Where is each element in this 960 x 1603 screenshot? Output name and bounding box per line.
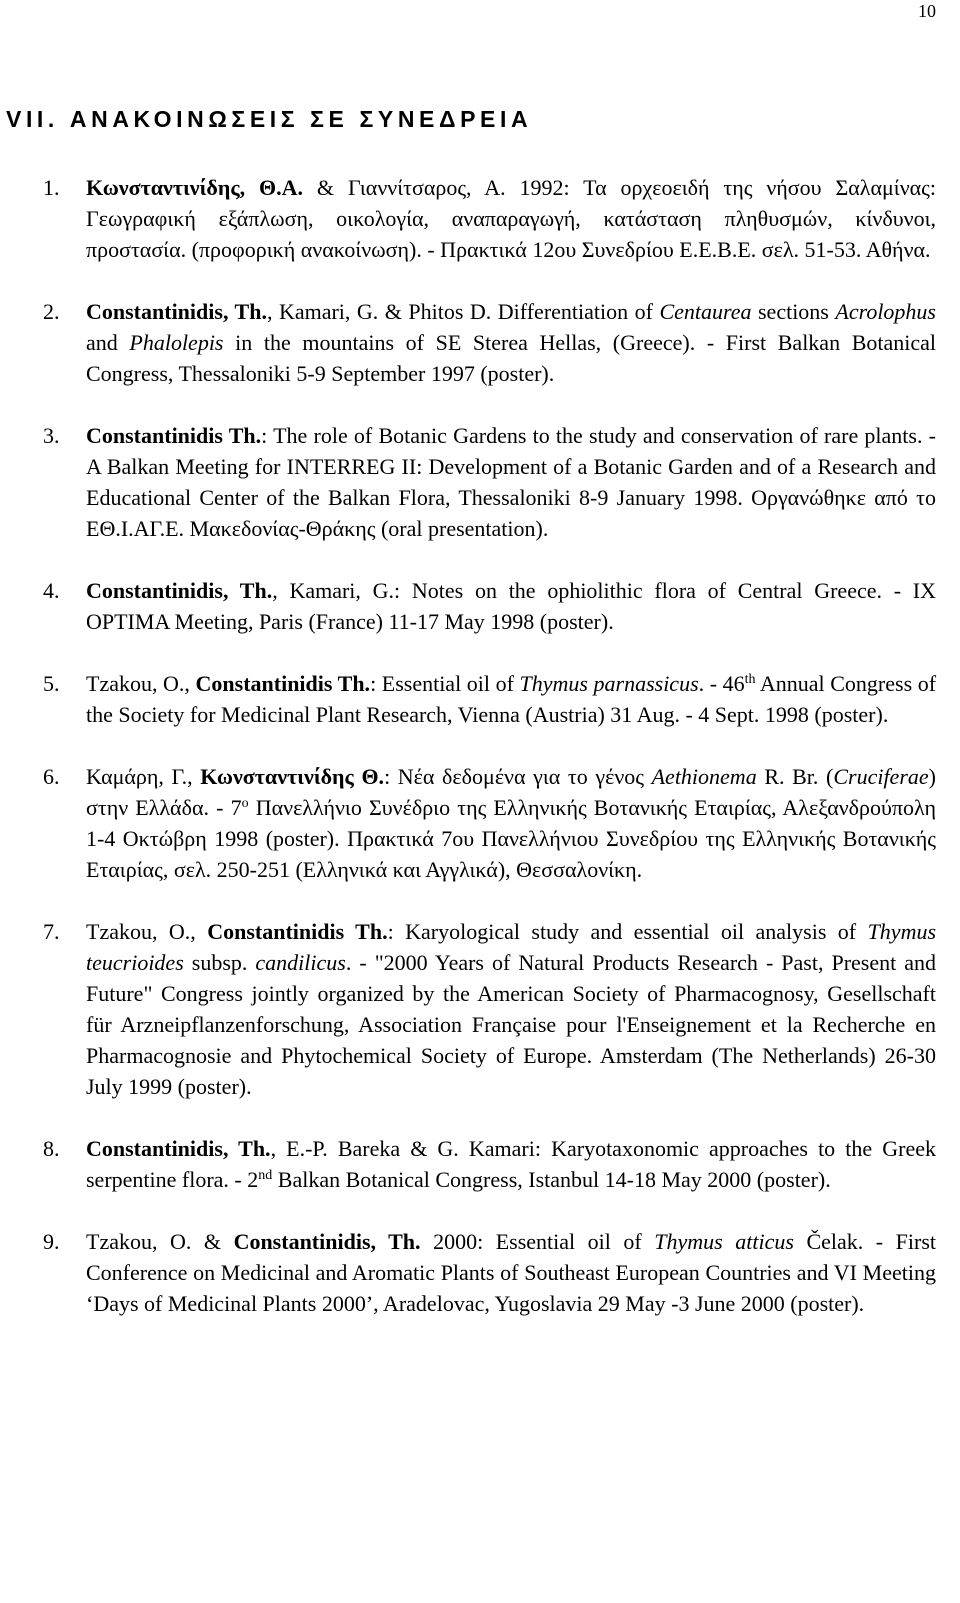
list-item <box>0 1226 960 1319</box>
text-run: Πανελλήνιο Συνέδριο της Ελληνικής Βοτανικής Εταιρίας, Αλεξανδρούπολη 1-4 Οκτώβρη 1998 (poster). Πρακτικά 7ου Πανελλήνιου Συνεδρίου της Ελληνικής Βοτανικής Εταιρίας, σελ. 250-251 (Ελληνικά και Αγγλικά), Θεσσαλονίκη. <box>86 795 937 882</box>
item-text <box>86 1133 936 1195</box>
taxon-italic: Thymus atticus <box>654 1229 794 1254</box>
author-bold: Κωνσταντινίδης, Θ.Α. <box>86 175 304 200</box>
item-number: 8. <box>43 1136 60 1161</box>
text-run: Tzakou, O. & <box>86 1229 234 1254</box>
taxon-italic: Phalolepis <box>129 330 224 355</box>
page-number: 10 <box>918 1 936 21</box>
text-run: ) στην Ελλάδα. - 7 <box>86 764 936 820</box>
text-run: in the mountains of SE Sterea Hellas, (Greece). - First Balkan Botanical Congress, Thessaloniki 5-9 September 1997 (poster). <box>86 330 936 386</box>
item-number: 3. <box>43 423 60 448</box>
author-bold: Κωνσταντινίδης Θ. <box>200 764 385 789</box>
item-number: 1. <box>43 175 60 200</box>
taxon-italic: Aethionema <box>651 764 757 789</box>
text-run: Annual Congress of the Society for Medicinal Plant Research, Vienna (Austria) 31 Aug. - 4 Sept. 1998 (poster). <box>86 671 937 727</box>
text-run: 2000: Essential oil of <box>420 1229 655 1254</box>
list-item <box>0 296 960 389</box>
item-number: 9. <box>43 1229 60 1254</box>
author-bold: Constantinidis, Th. <box>86 578 273 603</box>
text-run: : Essential oil of <box>370 671 520 696</box>
superscript: nd <box>258 1168 273 1183</box>
text-run: : Νέα δεδομένα για το γένος <box>384 764 652 789</box>
author-bold: Constantinidis Th. <box>195 671 371 696</box>
author-bold: Constantinidis, Th. <box>86 1136 271 1161</box>
text-run: Čelak. - First Conference on Medicinal and Aromatic Plants of Southeast European Countries and VI Meeting ‘Days of Medicinal Plants 2000’, Aradelovac, Yugoslavia 29 May -3 June 2000 (poster). <box>86 1229 936 1316</box>
text-run: . - "2000 Years of Natural Products Research - Past, Present and Future" Congress jointly organized by the American Society of Pharmacognosy, Gesellschaft für Arzneipflanzenforschung, Association Française pour l'Enseignement et la Recherche en Pharmacognosie and Phytochemical Society of Europe. Amsterdam (The Netherlands) 26-30 July 1999 (poster). <box>86 950 937 1099</box>
item-text <box>86 761 936 885</box>
text-run: subsp. <box>183 950 256 975</box>
item-text <box>86 916 936 1102</box>
item-number: 4. <box>43 578 60 603</box>
text-run: sections <box>751 299 836 324</box>
text-run: , Kamari, G. & Phitos D. Differentiation of <box>266 299 660 324</box>
item-text <box>86 420 936 544</box>
taxon-italic: Acrolophus <box>835 299 936 324</box>
list-item <box>0 668 960 730</box>
item-number: 5. <box>43 671 60 696</box>
conference-presentations-list <box>0 172 960 1350</box>
taxon-italic: Thymus teucrioides <box>86 919 937 975</box>
item-text <box>86 172 936 265</box>
text-run: , E.-P. Bareka & G. Kamari: Karyotaxonomic approaches to the Greek serpentine flora. - 2 <box>86 1136 937 1192</box>
superscript: th <box>744 672 756 687</box>
text-run: Καμάρη, Γ., <box>86 764 201 789</box>
list-item <box>0 916 960 1102</box>
text-run: , Kamari, G.: Notes on the ophiolithic flora of Central Greece. - IX OPTIMA Meeting, Paris (France) 11-17 May 1998 (poster). <box>86 578 937 634</box>
text-run: Tzakou, O., <box>86 919 208 944</box>
taxon-italic: Centaurea <box>659 299 752 324</box>
section-heading: VII. ΑΝΑΚΟΙΝΩΣΕΙΣ ΣΕ ΣΥΝΕΔΡΕΙΑ <box>6 106 533 132</box>
list-item <box>0 420 960 544</box>
text-run: R. Br. ( <box>756 764 834 789</box>
taxon-italic: Thymus parnassicus <box>519 671 699 696</box>
text-run: and <box>86 330 130 355</box>
text-run: Tzakou, O., <box>86 671 196 696</box>
taxon-italic: Cruciferae <box>833 764 929 789</box>
item-text <box>86 668 936 730</box>
item-text <box>86 575 936 637</box>
text-run: . - 46 <box>698 671 745 696</box>
item-number: 2. <box>43 299 60 324</box>
item-number: 7. <box>43 919 60 944</box>
item-text <box>86 1226 936 1319</box>
text-run: : The role of Botanic Gardens to the study and conservation of rare plants. - A Balkan Meeting for INTERREG II: Development of a Botanic Garden and of a Research and Educational Center of the Balkan Flora, Thessaloniki 8-9 January 1998. Οργανώθηκε από το ΕΘ.Ι.ΑΓ.Ε. Μακεδονίας-Θράκης (oral presentation). <box>86 423 937 541</box>
list-item <box>0 172 960 265</box>
taxon-italic: candilicus <box>255 950 346 975</box>
list-item <box>0 1133 960 1195</box>
list-item <box>0 575 960 637</box>
author-bold: Constantinidis Th. <box>86 423 262 448</box>
text-run: Balkan Botanical Congress, Istanbul 14-18 May 2000 (poster). <box>272 1167 831 1192</box>
item-number: 6. <box>43 764 60 789</box>
author-bold: Constantinidis, Th. <box>233 1229 421 1254</box>
item-text <box>86 296 936 389</box>
author-bold: Constantinidis Th. <box>207 919 388 944</box>
superscript: ο <box>241 796 249 811</box>
text-run: & Γιαννίτσαρος, Α. 1992: Τα ορχεοειδή της νήσου Σαλαμίνας: Γεωγραφική εξάπλωση, οικολογία, αναπαραγωγή, κατάσταση πληθυσμών, κίνδυνοι, προστασία. (προφορική ανακοίνωση). - Πρακτικά 12ου Συνεδρίου Ε.Ε.Β.Ε. σελ. 51-53. Αθήνα. <box>86 175 936 262</box>
list-item <box>0 761 960 885</box>
text-run: : Karyological study and essential oil analysis of <box>387 919 868 944</box>
author-bold: Constantinidis, Th. <box>86 299 267 324</box>
